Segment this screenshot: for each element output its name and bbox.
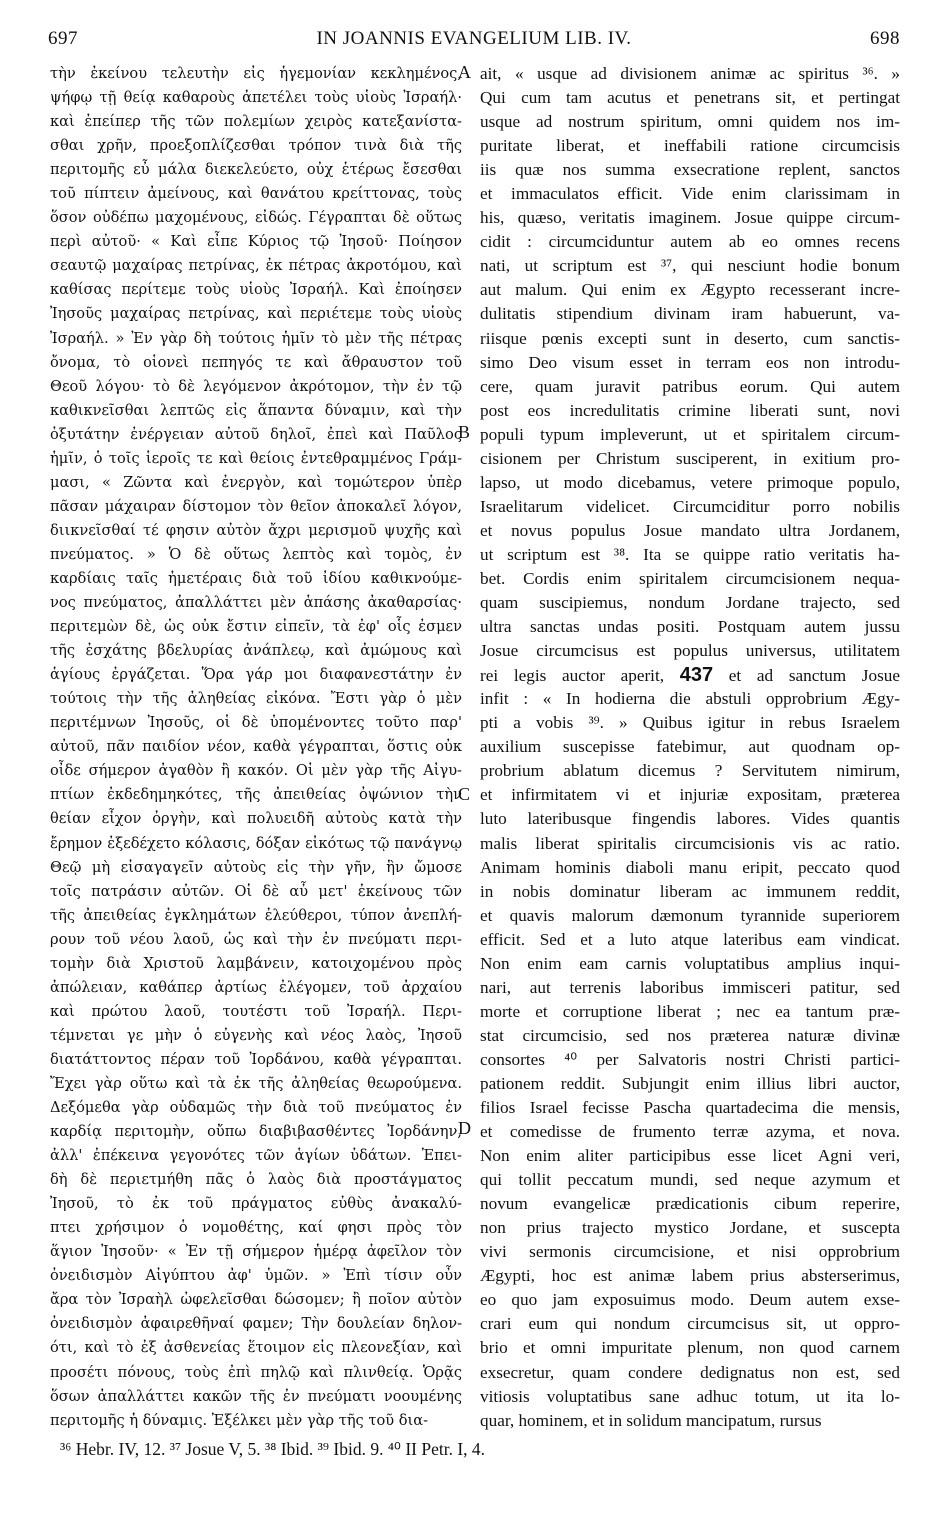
greek-text-line: καὶ ἐπείπερ τῆς τῶν πολεμίων χειρὸς κατεξανίστα- (50, 113, 462, 131)
latin-text-line: Josue circumcisus est populus universus, utilitatem (480, 641, 900, 661)
greek-text-line: Ἰσραήλ. » Ἐν γὰρ δὴ τούτοις ἡμῖν τὸ μὲν τῆς πέτρας (50, 329, 462, 347)
greek-text-line: καὶ πρώτου λαοῦ, τουτέστι τοῦ Ἰσραήλ. Περι- (50, 1002, 462, 1020)
greek-text-line: πᾶσαν μάχαιραν δίστομον τὸν θεῖον ἀποκαλεῖ λόγον, (50, 497, 462, 515)
greek-text-line: Δεξόμεθα γὰρ οὐδαμῶς τὴν διὰ τοῦ πνεύματος ἐν (50, 1099, 462, 1117)
footnotes: ³⁶ Hebr. IV, 12. ³⁷ Josue V, 5. ³⁸ Ibid. ³⁹ Ibid. 9. ⁴⁰ II Petr. I, 4. (60, 1439, 486, 1459)
latin-text-line: puritate liberat, et ineffabili ratione circumcisis (480, 136, 900, 156)
greek-text-line: ψήφῳ τῇ θείᾳ καθαροὺς ἀπετέλει τοὺς υἱοὺς Ἰσραήλ· (50, 89, 462, 107)
greek-text-line: προσέτι πόνους, τοὺς ἐπὶ πηλῷ καὶ πλινθείᾳ. Ὁρᾷς (50, 1363, 462, 1381)
greek-text-line: οἶδε σήμερον ἀγαθὸν ἢ κακόν. Οἱ μὲν γὰρ τῆς Αἰγυ- (50, 762, 462, 780)
latin-text-line: pationem reddit. Subjungit enim illius libri auctor, (480, 1073, 900, 1093)
latin-text-line: quam suscipiemus, nondum Jordane trajecto, sed (480, 593, 900, 613)
greek-text-line: τοῦ πίπτειν ἀμείνους, καὶ θανάτου κρείττονας, τοὺς (50, 185, 462, 203)
page-number-right: 698 (870, 28, 900, 49)
latin-text-line: luto lateribusque fingendis labores. Vides quantis (480, 809, 900, 829)
latin-text-line: vitiosis voluptatibus sane adhuc totum, ut ita lo- (480, 1386, 900, 1406)
greek-text-line: ὄνομα, τὸ οἱονεὶ πεπηγός τε καὶ ἄθραυστον τοῦ (50, 353, 462, 371)
greek-text-line: πνεύματος. » Ὁ δὲ οὕτως λεπτὸς καὶ τομὸς, ἐν (50, 545, 462, 563)
greek-text-line: ἀπώλειαν, καθάπερ ἀρτίως ἐλέγομεν, τοῦ ἀρχαίου (50, 978, 462, 996)
latin-text-line: et immaculatos efficit. Vide enim clarissimam in (480, 184, 900, 204)
greek-text-line: πτίων ἐκδεδημηκότες, τῆς ἀπειθείας ὀψώνιον τὴν (50, 786, 462, 804)
greek-text-line: δὴ δὲ περιετμήθη πᾶς ὁ λαὸς διὰ προστάγματος (50, 1171, 462, 1189)
section-marker-a: A (458, 62, 471, 82)
greek-text-line: τὴν ἐκείνου τελευτὴν εἰς ἡγεμονίαν κεκλημένος, (50, 65, 462, 82)
greek-text-line: καρδίαις ταῖς ἡμετέραις διὰ τοῦ ἰδίου καθικνούμε- (50, 569, 462, 587)
latin-text-line: post eos incredulitatis crimine liberati sunt, novi (480, 400, 900, 420)
latin-text-line: consortes ⁴⁰ per Salvatoris nostri Christi partici- (480, 1049, 900, 1069)
latin-text-line: ait, « usque ad divisionem animæ ac spiritus ³⁶. » (480, 64, 900, 83)
latin-text-line: ut scriptum est ³⁸. Ita se quippe ratio veritatis ha- (480, 544, 900, 564)
greek-text-line: ὅσων ἀπαλλάττει κακῶν τῆς ἐν πνεύματι νοουμένης (50, 1387, 462, 1405)
greek-text-line: μασι, « Ζῶντα καὶ ἐνεργὸν, καὶ τομώτερον ὑπὲρ (50, 473, 462, 491)
latin-text-line: morte et corruptione liberat ; nec ea tantum præ- (480, 1001, 900, 1021)
latin-text-line: bet. Cordis enim spiritalem circumcisionem nequa- (480, 568, 900, 588)
latin-text-line: et quavis malorum dæmonum tyrannide superiorem (480, 905, 900, 925)
latin-text-line: eo quo jam exposuimus modo. Deum autem exse- (480, 1290, 900, 1310)
latin-text-line: cidit : circumciduntur autem ab eo omnes recens (480, 232, 900, 252)
greek-text-line: ἀλλ' ἐπέκεινα γεγονότες τῶν ἁγίων ὑδάτων. Ἐπει- (50, 1147, 462, 1165)
latin-text-line: populi typum impleverunt, ut et spiritalem circum- (480, 424, 900, 444)
greek-text-line: σεαυτῷ μαχαίρας πετρίνας, ἐκ πέτρας ἀκροτόμου, καὶ (50, 257, 462, 275)
latin-text-line: Non enim eam carnis voluptatibus amplius inqui- (480, 953, 900, 973)
latin-text-line: stat circumcisio, sed nos præterea naturæ divinæ (480, 1025, 900, 1045)
latin-text-line: pti a vobis ³⁹. » Quibus igitur in rebus Israelem (480, 713, 900, 733)
greek-text-line: θείαν εἶχον ὀργὴν, καὶ πολυειδῆ αὐτοὺς κατὰ τὴν (50, 810, 462, 828)
latin-text-line: Qui cum tam acutus et penetrans sit, et pertingat (480, 88, 900, 108)
latin-text-line: aut malum. Qui enim ex Ægypto recesserant incre- (480, 280, 900, 300)
greek-text-line: καθίσας περίτεμε τοὺς υἱοὺς Ἰσραήλ. Καὶ ἐποίησεν (50, 281, 462, 299)
latin-text-line: iis quæ nos summa exsecratione replent, sanctos (480, 160, 900, 180)
greek-text-line: ρουν τοῦ νέου λαοῦ, ὡς καὶ τὴν ἐν πνεύματι περι- (50, 930, 462, 948)
greek-text-line: ἔρημον ἐξεδέχετο κόλασις, δόξαν εἰκότως τῷ πανάγνῳ (50, 834, 462, 852)
latin-text-column (480, 62, 900, 1433)
latin-text-line: probrium ablatum dicemus ? Servitutem nimirum, (480, 761, 900, 781)
latin-text-line: riisque pœnis excepti sunt in deserto, cum sanctis- (480, 328, 900, 348)
latin-text-line: dulitatis stipendium divinam iram habuerunt, va- (480, 304, 900, 324)
latin-text-line: infit : « In hodierna die abstuli opprobrium Ægy- (480, 689, 900, 709)
running-header (48, 28, 900, 58)
latin-text-line: auxilium suscepisse fatebimur, aut quodnam op- (480, 737, 900, 757)
section-marker-b: B (458, 422, 471, 442)
latin-text-line: vivi sermonis circumcisione, et nisi opprobrium (480, 1242, 900, 1262)
latin-text-line: novum evangelicæ prædicationis cibum reperire, (480, 1194, 900, 1214)
greek-text-line: πτει χρήσιμον ὁ νομοθέτης, καί φησι πρὸς τὸν (50, 1219, 462, 1237)
latin-text-line: in nobis dominatur liberam ac immunem reddit, (480, 881, 900, 901)
latin-text-line: cere, quam juravit patribus eorum. Qui autem (480, 376, 900, 396)
latin-text-line: nari, aut terrenis laboribus immisceri patitur, sed (480, 977, 900, 997)
latin-text-line: Animam hominis diaboli manu eripit, peccato quod (480, 857, 900, 877)
latin-text-line: Israelitarum videlicet. Circumciditur porro nobilis (480, 496, 900, 516)
greek-text-line: Ἰησοῦς μαχαίρας πετρίνας, καὶ περιέτεμε τοὺς υἱοὺς (50, 305, 462, 323)
latin-text-line: nati, ut scriptum est ³⁷, qui nesciunt hodie bonum (480, 256, 900, 276)
greek-text-line: ἡμῖν, ὁ τοῖς ἱεροῖς τε καὶ θείοις ἐντεθραμμένος Γράμ- (50, 449, 462, 467)
greek-text-line: καθικνεῖσθαι λεπτῶς εἰς ἅπαντα δύναμιν, καὶ τὴν (50, 401, 462, 419)
latin-text-line: cisionem per Christum susciperent, in exitium pro- (480, 448, 900, 468)
greek-text-line: ἅγιον Ἰησοῦν· « Ἐν τῇ σήμερον ἡμέρᾳ ἀφεῖλον τὸν (50, 1243, 462, 1261)
latin-text-line: usque ad nostrum spiritum, omni quidem nos im- (480, 112, 900, 132)
greek-text-line: τομὴν διὰ Χριστοῦ λαμβάνειν, κατοιχομένου πρὸς (50, 954, 462, 972)
greek-text-line: νος πνεύματος, ἀπαλλάττει μὲν ἁπάσης ἀκαθαρσίας· (50, 594, 462, 612)
greek-text-line: αὐτοῦ, πᾶν παιδίον νέον, καθὰ γέγραπται, ὅστις οὐκ (50, 738, 462, 756)
section-marker-c: C (458, 784, 471, 804)
latin-text-line: malis liberat spiritalis circumcisionis vis ac ratio. (480, 833, 900, 853)
greek-text-line: σθαι χρῆν, προεξοπλίζεσθαι τρόπον τινὰ διὰ τῆς (50, 137, 462, 155)
latin-text-line: qui tollit peccatum mundi, sed neque azymum et (480, 1170, 900, 1190)
latin-text-line: lapso, ut modo dicebamus, vetere primoque populo, (480, 472, 900, 492)
greek-text-line: καρδίᾳ περιτομὴν, οὔπω διαβιβασθέντες Ἰορδάνην, (50, 1123, 462, 1141)
greek-text-line: ὀξυτάτην ἐνέργειαν αὐτοῦ δηλοῖ, ἐπεὶ καὶ Παῦλος (50, 425, 462, 443)
latin-text-line: crari eum qui nondum circumcisus sit, ut oppro- (480, 1314, 900, 1334)
latin-text-line: non prius trajecto mystico Jordane, et suscepta (480, 1218, 900, 1238)
page-number-left: 697 (48, 28, 78, 49)
latin-text-line: exsecretur, quam condere dedignatus non est, sed (480, 1362, 900, 1382)
section-marker-d: D (458, 1118, 471, 1138)
greek-text-line: περιτέμνων Ἰησοῦς, οἱ δὲ ὑπομένοντες τοῦτο παρ' (50, 714, 462, 732)
greek-text-line: ὀνειδισμὸν ἀφαιρεθῆναί φαμεν; Τὴν δουλείαν δηλον- (50, 1315, 462, 1333)
greek-text-line: διατάττοντος πέραν τοῦ Ἰορδάνου, καθὰ γέγραπται. (50, 1050, 462, 1068)
greek-text-line: Ἔχει γὰρ οὕτω καὶ τὰ ἐκ τῆς ἀληθείας θεωρούμενα. (50, 1074, 462, 1092)
greek-text-line: τῆς ἐσχάτης βδελυρίας ἀνάπλεῳ, καὶ ἀμώμους καὶ (50, 642, 462, 660)
greek-text-line: περὶ αὐτοῦ· « Καὶ εἶπε Κύριος τῷ Ἰησοῦ· Ποίησον (50, 233, 462, 251)
greek-text-line: περιτεμὼν δὲ, ὡς οὐκ ἔστιν εἰπεῖν, τὰ ἐφ' οἷς ἐσμεν (50, 618, 462, 636)
latin-text-line: Ægypti, hoc est animæ labem prius absterserimus, (480, 1266, 900, 1286)
latin-text-line: efficit. Sed et a luto atque lateribus eam vindicat. (480, 929, 900, 949)
latin-text-line: et novus populus Josue mandato ultra Jordanem, (480, 520, 900, 540)
greek-text-line: Ἰησοῦ, τὸ ἐκ τοῦ πράγματος εὐθὺς ἀνακαλύ- (50, 1195, 462, 1213)
latin-text-line: et comedisse de frumento terræ azyma, et nova. (480, 1122, 900, 1142)
latin-text-line: rei legis auctor aperit, 437 et ad sanctum Josue (480, 664, 900, 687)
latin-text-line: quar, hominem, et in solidum mancipatum, rursus (480, 1410, 822, 1430)
latin-text-line: brio et omni impuritate plenum, non quod carnem (480, 1338, 900, 1358)
latin-text-line: simo Deo visum esset in terram eos non introdu- (480, 352, 900, 372)
greek-text-line: ὅσον οὐδέπω μαχομένους, εἰδώς. Γέγραπται δὲ οὕτως (50, 209, 462, 227)
greek-text-line: ὀνειδισμὸν Αἰγύπτου ἀφ' ὑμῶν. » Ἐπὶ τίσιν οὖν (50, 1267, 462, 1285)
latin-text-line: ultra sanctas undas positi. Postquam autem jussu (480, 617, 900, 637)
greek-text-line: τῆς ἀπειθείας ἐγκλημάτων ἐλεύθεροι, τύπον ἀνεπλή- (50, 906, 462, 924)
greek-text-line: Θεῷ μὴ εἰσαγαγεῖν αὐτοὺς εἰς τὴν γῆν, ἣν ὤμοσε (50, 858, 462, 876)
greek-text-line: περιτομῆς εὖ μάλα διεκελεύετο, οὐχ ἑτέρως ἔσεσθαι (50, 161, 462, 179)
latin-text-line: his, quæso, veritatis imaginem. Josue quippe circum- (480, 208, 900, 228)
greek-text-line: διικνεῖσθαί τέ φησιν αὐτὸν ἄχρι μερισμοῦ ψυχῆς καὶ (50, 521, 462, 539)
greek-text-line: τοῖς πατράσιν αὐτῶν. Οἱ δὲ αὖ μετ' ἐκείνους τῶν (50, 882, 462, 900)
latin-text-line: Non enim aliter participibus esse licet Agni veri, (480, 1146, 900, 1166)
greek-text-line: ἁγίους ἐργάζεται. Ὅρα γάρ μοι διαφανεστάτην ἐν (50, 666, 462, 684)
latin-text-line: et infirmitatem vi et injuriæ expositam, præterea (480, 785, 900, 805)
greek-text-column (50, 62, 462, 1433)
running-title: IN JOANNIS EVANGELIUM LIB. IV. (316, 28, 632, 49)
migne-page-number: 437 (679, 664, 714, 687)
greek-text-line: περιτομῆς ἡ δύναμις. Ἐξέλκει μὲν γὰρ τῆς τοῦ δια- (50, 1411, 429, 1429)
greek-text-line: ἄρα τὸν Ἰσραὴλ ὠφελεῖσθαι δώσομεν; ἢ ποῖον αὐτὸν (50, 1291, 462, 1309)
greek-text-line: τούτοις τὴν τῆς ἀληθείας εἰκόνα. Ἔστι γὰρ ὁ μὲν (50, 690, 462, 708)
latin-text-line: filios Israel fecisse Pascha quartadecima die mensis, (480, 1098, 900, 1118)
greek-text-line: Θεοῦ λόγου· τὸ δὲ λεγόμενον ἀκρότομον, τὴν ἐν τῷ (50, 377, 462, 395)
greek-text-line: τέμνεται γε μὴν ὁ εὐγενὴς καὶ νέος λαὸς, Ἰησοῦ (50, 1026, 462, 1044)
greek-text-line: ότι, καὶ τὸ ἐξ ἀσθενείας ἕτοιμον εἰς πλεονεξίαν, καὶ (50, 1339, 462, 1357)
